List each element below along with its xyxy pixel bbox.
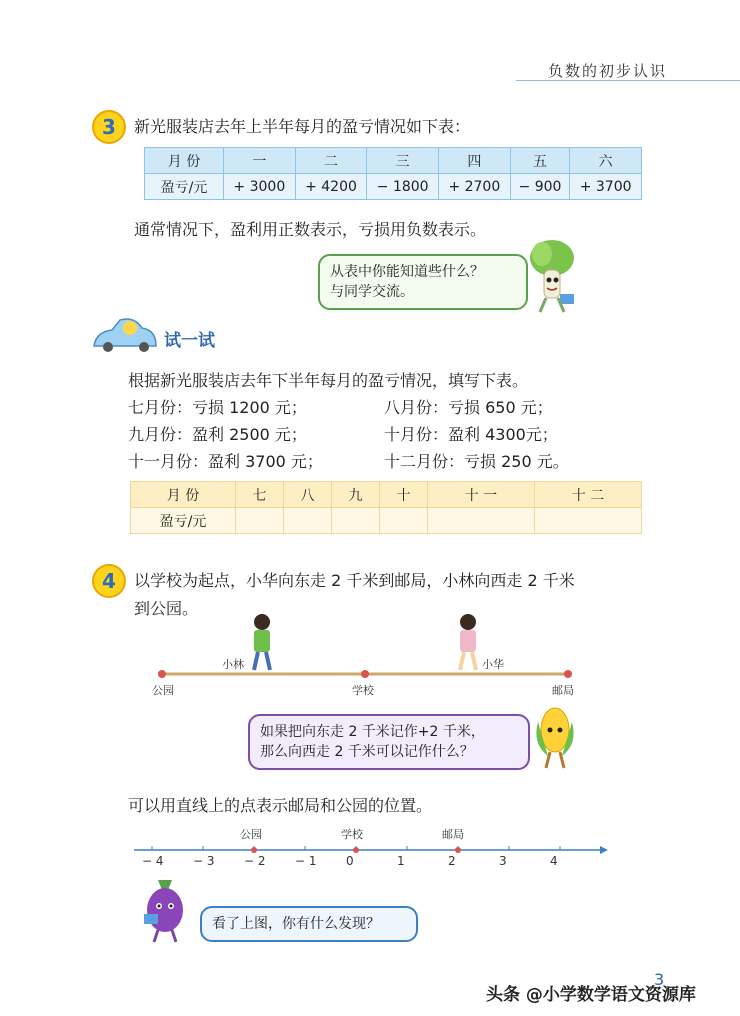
car-mascot-icon [90, 316, 160, 354]
row-header-profit: 盈亏/元 [131, 508, 236, 534]
blank-answer-cell[interactable] [283, 508, 331, 534]
post-office-label: 邮局 [552, 684, 574, 697]
boy-walking-icon [254, 614, 270, 670]
profit-cell: + 4200 [295, 174, 367, 200]
second-half-profit-table [130, 481, 642, 534]
number-line-tick-label: 0 [346, 854, 354, 868]
table-row [145, 148, 642, 174]
table-row [131, 508, 642, 534]
number-line-tick-label: 2 [448, 854, 456, 868]
try-item: 八月份：亏损 650 元； [384, 398, 553, 417]
eggplant-mascot-icon [136, 876, 194, 944]
number-line-tick-label: 1 [397, 854, 405, 868]
number-line-tick-label: − 2 [244, 854, 266, 868]
month-cell: 八 [283, 482, 331, 508]
number-line-post-label: 邮局 [442, 828, 464, 841]
month-cell: 十 [379, 482, 427, 508]
try-item: 十二月份：亏损 250 元。 [384, 452, 569, 471]
header-divider [516, 80, 740, 81]
number-line-note: 可以用直线上的点表示邮局和公园的位置。 [128, 796, 433, 815]
problem-4-text-line1: 以学校为起点，小华向东走 2 千米到邮局，小林向西走 2 千米 [134, 571, 575, 590]
number-line-park-label: 公园 [240, 828, 262, 841]
problem-3-text: 新光服装店去年上半年每月的盈亏情况如下表： [134, 117, 471, 136]
month-cell: 五 [510, 148, 570, 174]
row-header-month: 月 份 [131, 482, 236, 508]
try-item: 十月份：盈利 4300元； [384, 425, 558, 444]
month-cell: 十 一 [427, 482, 534, 508]
question-bubble [248, 714, 530, 770]
number-line-point [455, 847, 461, 853]
try-item: 七月份：亏损 1200 元； [128, 398, 307, 417]
month-cell: 一 [224, 148, 296, 174]
bubble-line: 那么向西走 2 千米可以记作什么？ [260, 744, 474, 760]
table-row [145, 174, 642, 200]
xiaolin-label: 小林 [222, 658, 244, 671]
page-number: 3 [654, 970, 665, 989]
profit-cell: − 900 [510, 174, 570, 200]
watermark: 头条 @小学数学语文资源库 [486, 985, 696, 1005]
bubble-line: 从表中你能知道些什么？ [330, 264, 484, 280]
cabbage-mascot-icon [522, 236, 582, 316]
profit-cell: − 1800 [367, 174, 439, 200]
month-cell: 四 [439, 148, 511, 174]
number-line-tick-label: − 3 [193, 854, 215, 868]
number-line-tick-label: 4 [550, 854, 558, 868]
girl-walking-icon [460, 614, 476, 670]
discussion-bubble [318, 254, 528, 310]
bubble-line: 与同学交流。 [330, 284, 414, 300]
bubble-line: 如果把向东走 2 千米记作+2 千米， [260, 724, 485, 740]
try-section-title: 试一试 [164, 331, 215, 351]
blank-answer-cell[interactable] [534, 508, 641, 534]
try-item: 十一月份：盈利 3700 元； [128, 452, 323, 471]
number-line-tick-label: 3 [499, 854, 507, 868]
number-line-school-label: 学校 [341, 828, 363, 841]
park-label: 公园 [152, 684, 174, 697]
xiaohua-label: 小华 [482, 658, 504, 671]
blank-answer-cell[interactable] [427, 508, 534, 534]
problem-4-text-line2: 到公园。 [134, 599, 199, 618]
first-half-profit-table [144, 147, 642, 200]
row-header-month: 月 份 [145, 148, 224, 174]
number-line-tick-label: − 4 [142, 854, 164, 868]
month-cell: 九 [331, 482, 379, 508]
number-line-tick-label: − 1 [295, 854, 317, 868]
problem-number-badge: 3 [92, 110, 126, 144]
month-cell: 七 [236, 482, 284, 508]
blank-answer-cell[interactable] [379, 508, 427, 534]
discovery-bubble: 看了上图，你有什么发现？ [200, 906, 418, 942]
month-cell: 十 二 [534, 482, 641, 508]
try-intro: 根据新光服装店去年下半年每月的盈亏情况，填写下表。 [128, 371, 529, 390]
blank-answer-cell[interactable] [236, 508, 284, 534]
try-item: 九月份：盈利 2500 元； [128, 425, 307, 444]
sign-convention-note: 通常情况下，盈利用正数表示，亏损用负数表示。 [134, 220, 487, 239]
problem-number-badge: 4 [92, 564, 126, 598]
number-line-point [353, 847, 359, 853]
table-row [131, 482, 642, 508]
school-label: 学校 [352, 684, 374, 697]
month-cell: 三 [367, 148, 439, 174]
section-title: 负数的初步认识 [548, 62, 668, 80]
blank-answer-cell[interactable] [331, 508, 379, 534]
profit-cell: + 3000 [224, 174, 296, 200]
corn-mascot-icon [528, 700, 582, 772]
profit-cell: + 3700 [570, 174, 642, 200]
month-cell: 二 [295, 148, 367, 174]
row-header-profit: 盈亏/元 [145, 174, 224, 200]
profit-cell: + 2700 [439, 174, 511, 200]
number-line-point [251, 847, 257, 853]
month-cell: 六 [570, 148, 642, 174]
